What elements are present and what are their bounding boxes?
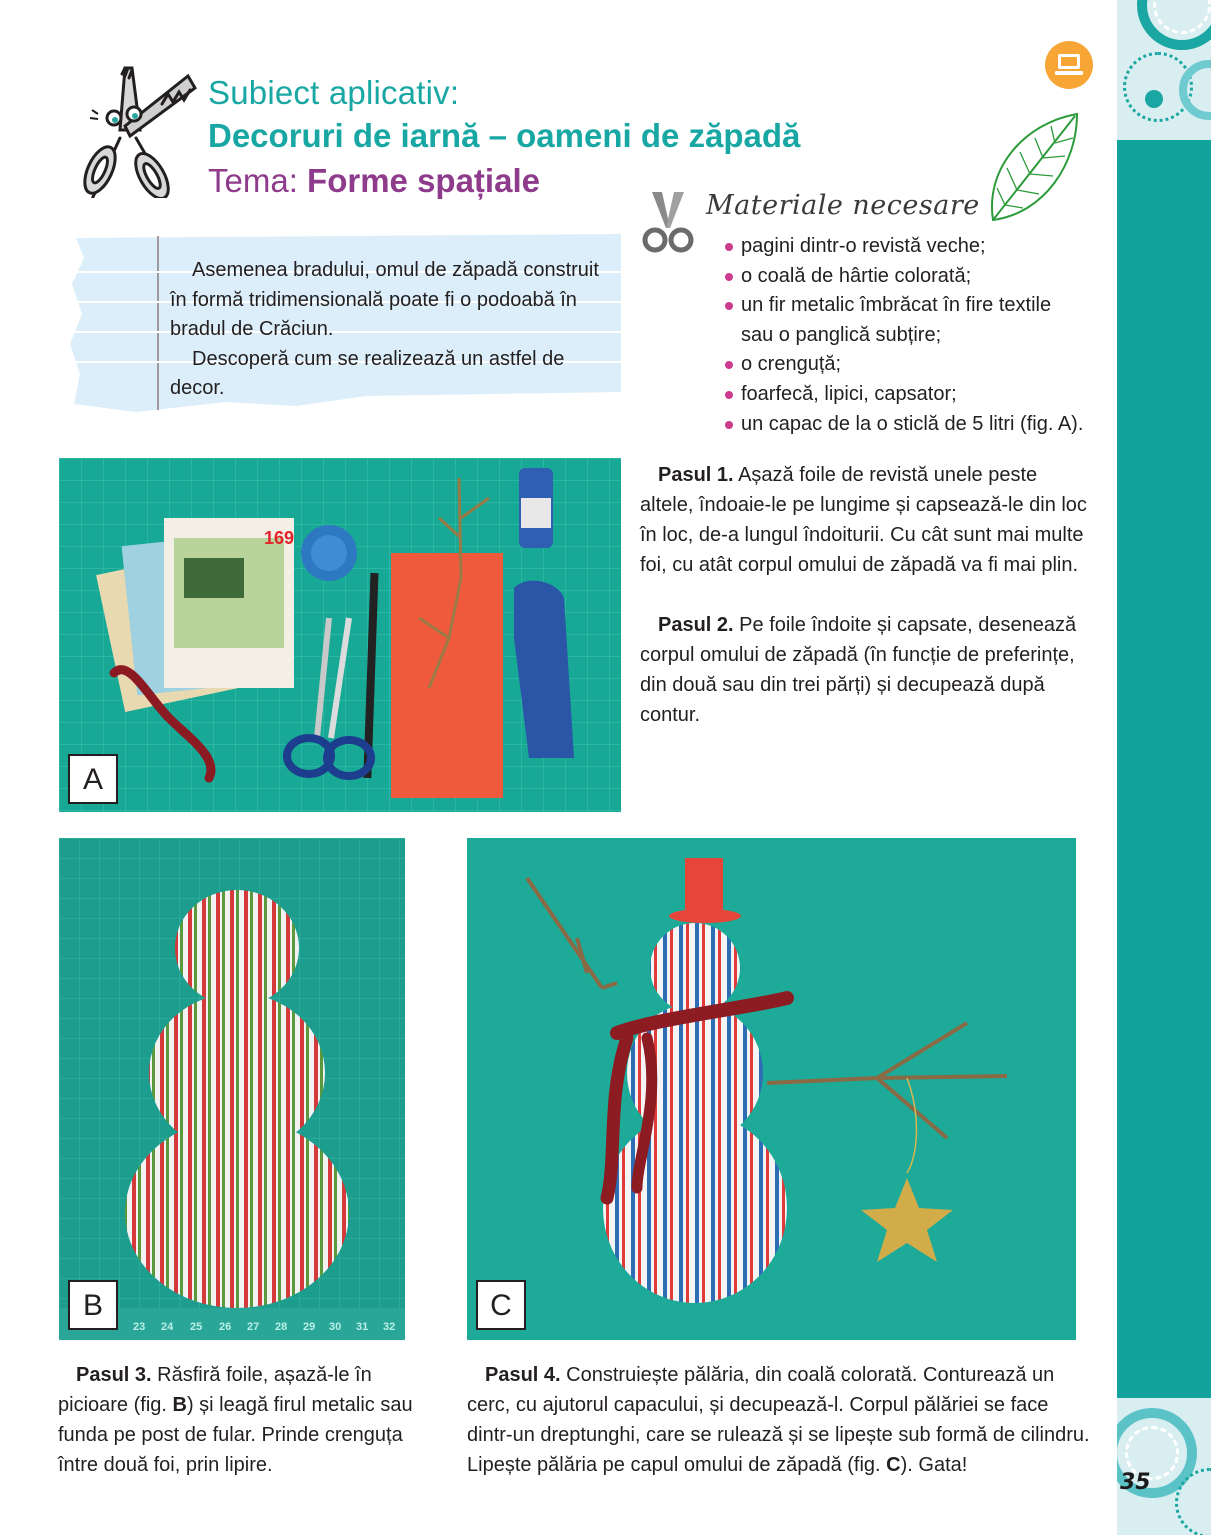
page-title: Decoruri de iarnă – oameni de zăpadă [208, 117, 801, 154]
intro-paragraph: Asemenea bradului, omul de zăpadă construit în formă tridimensională poate fi o podoabă în bradul de Crăciun. [170, 259, 599, 340]
intro-text [170, 256, 620, 404]
ruler-number: 30 [329, 1321, 342, 1333]
scissors-mascot-icon [70, 58, 205, 198]
figure-c-photo [467, 838, 1076, 1340]
step-text: Așază foile de revistă unele peste altele, îndoaie-le pe lungime și capsează-le din loc în loc, de-a lungul îndoiturii. Cu cât sunt mai multe foi, cu atât corpul omului de zăpadă va fi mai plin. [640, 464, 1087, 576]
figure-b-label: B [68, 1280, 118, 1330]
step-1 [640, 460, 1092, 580]
list-item: un capac de la o sticlă de 5 litri (fig. A). [725, 410, 1095, 440]
theme-label: Tema: [208, 162, 298, 199]
ruler-number: 32 [383, 1321, 396, 1333]
list-item: pagini dintr-o revistă veche; [725, 232, 1095, 262]
figure-ref: B [172, 1394, 187, 1416]
step-3 [58, 1360, 418, 1480]
snowman-image [527, 858, 1007, 1303]
list-item: sau o panglică subțire; [741, 323, 942, 346]
step-text: Pe foile îndoite și capsate, desenează corpul omului de zăpadă (în funcție de preferințe, din două sau din trei părți) și decupează după contur. [640, 614, 1077, 726]
intro-paragraph: Descoperă cum se realizează un astfel de decor. [170, 347, 565, 399]
small-scissors-icon [640, 190, 696, 254]
ruler-number: 26 [219, 1321, 232, 1333]
leaf-icon [985, 108, 1085, 230]
step-text: Răsfiră foile, așază-le în picioare (fig. [58, 1364, 372, 1416]
colored-paper-image [391, 553, 503, 798]
subject-label: Subiect aplicativ: [208, 74, 460, 111]
glue-stick-image [519, 468, 553, 548]
band-pattern-top [1117, 0, 1211, 140]
figure-a-label: A [68, 754, 118, 804]
theme-line [208, 162, 540, 200]
ruler-number: 28 [275, 1321, 288, 1333]
side-band [1117, 0, 1211, 1535]
step-label: Pasul 2. [658, 614, 734, 636]
step-text: Construiește pălăria, din coală colorată. Conturează un cerc, cu ajutorul capacului, și decupează-l. Corpul pălăriei se face dintr-un dreptunghi, care se rulează și se lipește sub formă de cilindru. Lipește pălăria pe capul omului de zăpadă (fig. [467, 1364, 1090, 1476]
step-2 [640, 610, 1092, 730]
ruler-number: 25 [190, 1321, 203, 1333]
magazines-image [96, 518, 294, 712]
ruler-number: 24 [161, 1321, 174, 1333]
step-label: Pasul 4. [485, 1364, 561, 1386]
figure-ref: C [886, 1454, 901, 1476]
list-item: o coală de hârtie colorată; [725, 262, 1095, 292]
band-pattern-bottom [1117, 1398, 1211, 1535]
ruler-number: 23 [133, 1321, 146, 1333]
theme-value: Forme spațiale [307, 162, 540, 199]
figure-a-photo [59, 458, 621, 812]
ruler-number: 27 [247, 1321, 260, 1333]
step-4 [467, 1360, 1092, 1480]
price-tag: 169 [264, 528, 295, 548]
step-text: ) și leagă firul metalic sau funda pe post de fular. Prinde crenguța între două foi, prin lipire. [58, 1394, 413, 1476]
step-text: ). Gata! [900, 1454, 968, 1476]
step-label: Pasul 1. [658, 464, 734, 486]
figure-b-photo [59, 838, 405, 1340]
ruler-number: 29 [303, 1321, 316, 1333]
materials-list [725, 232, 1095, 439]
figure-c-label: C [476, 1280, 526, 1330]
list-item: foarfecă, lipici, capsator; [725, 380, 1095, 410]
list-item: o crenguță; [725, 350, 1095, 380]
list-item: un fir metalic îmbrăcat în fire textile [725, 291, 1095, 321]
computer-icon [1044, 40, 1094, 90]
page-number: 35 [1120, 1470, 1151, 1495]
step-label: Pasul 3. [76, 1364, 152, 1386]
materials-title: Materiale necesare [706, 190, 980, 221]
ruler-number: 31 [356, 1321, 369, 1333]
